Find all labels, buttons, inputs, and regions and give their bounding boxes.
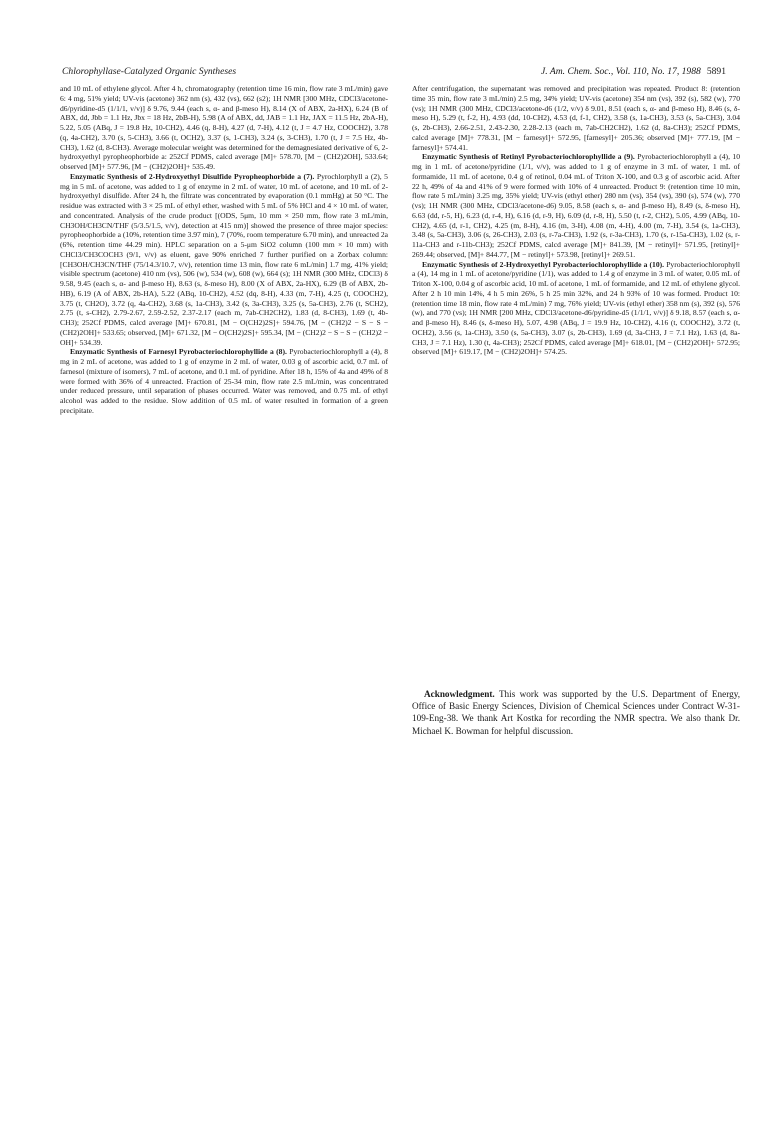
paragraph	[60, 84, 388, 172]
paragraph-text: Pyrobacteriochlorophyll a (4), 10 mg in 1 mL of acetone/pyridine (1/1, v/v), was added to 1 g of enzyme in 3 mL of water, 1 mL of formamide, 11 mL of acetone, 0.4 g of retinol, 0.04 mL of Triton X-100, and 0.3 g of ascorbic acid. After 22 h, 49% of 4a and 41% of 9 were formed with 10% of 4 unreacted. Product 9: (retention time 10 min, flow rate 5 mL/min) 3.25 mg, 35% yield; UV-vis (ethyl ether) 280 nm (vs), 354 (vs), 390 (s), 574 (w), 770 (vs); 1H NMR (300 MHz, CDCl3/acetone-d6) 9.05, 8.58 (each s, α- and β-meso H), 8.49 (s, δ-meso H), 6.63 (dd, r-5, H), 6.23 (d, r-4, H), 6.16 (d, r-9, H), 6.09 (d, r-8, H), 5.50 (t, r-2, CH2), 5.05, 4.99 (ABq, 10-CH2), 4.65 (d, r-1, CH2), 4.25 (m, 8-H), 4.16 (m, 3-H), 4.08 (m, 4-H), 4.00 (m, 7-H), 3.54 (s, 1a-CH3), 3.48 (s, 5a-CH3), 3.06 (s, 26-CH3), 2.03 (s, r-7a-CH3), 1.92 (s, r-3a-CH3), 1.70 (s, r-15a-CH3), 1.02 (s, r-11a-CH3 and r-11b-CH3); 252Cf PDMS, calcd average [M]+ 841.39, [M − retinyl]+ 571.95, [retinyl]+ 269.44; observed, [M]+ 844.77, [M − retinyl]+ 573.98, [retinyl]+ 269.51.	[412, 152, 741, 259]
paragraph-text: Pyrochlorphyll a (2), 5 mg in 5 mL of acetone, was added to 1 g of enzyme in 2 mL of water, 10 mL of acetone, and 10 mL of 2-hydroxyethyl disulfide. After 24 h, the filtrate was concentrated by evaporation (0.1 mmHg) at 50 °C. The residue was extracted with 3 × 25 mL of ethyl ether, washed with 5 mL of 5% HCl and 4 × 10 mL of water, and concentrated. Analysis of the crude product [(ODS, 5μm, 10 mm × 250 mm, flow rate 3 mL/min, CH3OH/CH3CN/THF (5/3.5/1.5, v/v), detection at 415 nm)] showed the presence of three major species: pyropheophorbide a (10%, retention time 3.97 min), 7 (70%, room temperature 6.70 min), and unreacted 2a (6%, retention time 44.29 min). HPLC separation on a 5-μm SiO2 column (100 mm × 10 mm) with CHCl3/CH3COCH3 (9/1, v/v) as eluent, gave 90% enriched 7 further purified on a Zorbax column: [CH3OH/CH3CN/THF (75/14.3/10.7, v/v), retention time 13 min, flow rate 6 mL/min] 1.7 mg, 41% yield; visible spectrum (acetone) 410 nm (vs), 506 (w), 534 (w), 608 (w), 664 (s); 1H NMR (300 MHz, CDCl3) δ 9.58, 9.45 (each s, α- and β-meso H), 8.63 (s, δ-meso H), 8.00 (X of ABX, 2a-HX), 6.29 (B of ABX, 2b-HB), 6.19 (A of ABX, 2b-HA), 5.22 (ABq, 10-CH2), 4.52 (dq, 8-H), 4.33 (m, 7-H), 4.25 (t, COOCH2), 3.75 (t, CH2O), 3.72 (q, 4a-CH2), 3.68 (s, 1a-CH3), 3.42 (s, 3a-CH3), 3.25 (s, 5a-CH3), 2.76 (t, SCH2), 2.75 (t, s-CH2), 2.79-2.67, 2.59-2.52, 2.37-2.17 (each m, 7ab-CH2CH2), 1.83 (d, 8-CH3), 1.69 (t, 4b-CH3); 252Cf PDMS, calcd average [M]+ 670.81, [M − O(CH2)2S]+ 594.76, [M − (CH2)2 − S − S − (CH2)2OH]+ 533.65; observed, [M]+ 671.32, [M − O(CH2)2S]+ 595.34, [M − (CH2)2 − S − S − (CH2)2 − OH]+ 534.39.	[60, 171, 388, 347]
paragraph-text: and 10 mL of ethylene glycol. After 4 h, chromatography (retention time 16 min, flow rate 3 mL/min) gave 6: 4 mg, 51% yield; UV-vis (acetone) 362 nm (s), 432 (vs), 662 (s2); 1H NMR [300 MHz, CDCl3/acetone-d6/pyridine-d5 (1/1/1, v/v)] δ 9.76, 9.44 (each s, α- and β-meso H), 8.14 (X of ABX, 2a-HX), 6.24 (B of ABX, dd, Jbb = 1.1 Hz, Jbx = 18 Hz, 2bB-H), 5.98 (A of ABX, dd, JAB = 1.1 Hz, JAX = 11.5 Hz, 2bA-H), 5.22, 5.05 (ABq, J = 19.8 Hz, 10-CH2), 4.46 (q, 8-H), 4.27 (d, 7-H), 4.12 (t, J = 4.7 Hz, COOCH2), 3.78 (q, 4a-CH2), 3.70 (s, 5-CH3), 3.66 (t, OCH2), 3.37 (s, 1-CH3), 3.24 (s, 3-CH3), 1.70 (t, J = 7.5 Hz, 4b-CH3), 1.62 (d, 8-CH3). Average molecular weight was determined for the demagnesiated derivative of 6, 2-hydroxyethyl pyropheophorbide a: 252Cf PDMS, calcd average [M]+ 578.70, [M − (CH2)2OH], 533.64; observed [M]+ 577.96, [M − (CH2)2OH]+ 535.49.	[60, 84, 388, 171]
page-number: 5891	[706, 66, 726, 77]
section-heading: Enzymatic Synthesis of 2-Hydroxyethyl Pyrobacteriochlorophyllide a (10).	[422, 259, 665, 269]
section-heading: Enzymatic Synthesis of Farnesyl Pyrobacteriochlorophyllide a (8).	[70, 347, 287, 357]
paragraph-text: Pyrobacteriochlorophyll a (4), 8 mg in 2 mL of acetone, was added to 1 g of enzyme in 2 mL of water, 0.03 g of ascorbic acid, 0.7 mL of farnesol (mixture of isomers), 7 mL of acetone, and 0.1 mL of pyridine. After 18 h, 15% of 4a and 49% of 8 were formed with 36% of 4 unreacted. Fraction of 25-34 min, flow rate 2.5 mL/min, was concentrated under reduced pressure, until separation of phases occurred. Water was removed, and 0.75 mL of ethyl alcohol was added to the residue. Slow addition of 0.5 mL of water resulted in formation of a green precipitate.	[60, 347, 388, 415]
paragraph-text: After centrifugation, the supernatant was removed and precipitation was repeated. Product 8: (retention time 35 min, flow rate 3 mL/min) 2.5 mg, 34% yield; UV-vis (acetone) 354 nm (vs), 392 (s), 582 (w), 770 (vs); 1H NMR (300 MHz, CDCl3/acetone-d6 (1/2, v/v) δ 9.01, 8.51 (each s, α- and β-meso H), 8.46 (s, δ-meso H), 5.29 (t, f-2, H), 4.93 (dd, 10-CH2), 4.53 (d, f-1, CH2), 3.58 (s, 1a-CH3), 3.53 (s, 5a-CH3), 3.04 (s, 2b-CH3), 2.66-2.51, 2.43-2.30, 2.28-2.13 (each m, 7ab-CH2CH2), 1.62 (d, 8a-CH3); 252Cf PDMS, calcd average [M]+ 778.31, [M − farnesyl]+ 572.95, [farnesyl]+ 205.36; observed [M]+ 777.19, [M − farnesyl]+ 574.41.	[412, 84, 740, 152]
journal-name: J. Am. Chem. Soc., Vol. 110, No. 17, 1988	[541, 66, 701, 77]
paragraph	[412, 260, 740, 358]
paragraph-text: Pyrobacteriochlorophyll a (4), 14 mg in 1 mL of acetone/pyridine (1/1), was added to 1.4 g of enzyme in 3 mL of water, 0.05 mL of Triton X-100, 0.04 g of ascorbic acid, 10 mL of acetone, 1 mL of formamide, and 12 mL of ethylene glycol. After 2 h 10 min 14%, 4 h 5 min 26%, 5 h 25 min 32%, and 24 h 93% of 10 was formed. Product 10: (retention time 18 min, flow rate 4 mL/min) 7 mg, 76% yield; UV-vis (ethyl ether) 358 nm (s), 392 (s), 576 (w), and 770 (vs); 1H NMR [200 MHz, CDCl3/acetone-d6/pyridine-d5 (1/1/1, v/v)] δ 9.18, 8.57 (each s, α- and β-meso H), 8.46 (s, δ-meso H), 5.07, 4.98 (ABq, J = 19.9 Hz, 10-CH2), 4.16 (t, COOCH2), 3.72 (t, OCH2), 3.56 (s, 1a-CH3), 3.50 (s, 5a-CH3), 3.07 (s, 2b-CH3), 1.69 (d, 3a-CH3, J = 7.1 Hz), 1.63 (d, 8a-CH3, J = 7.1 Hz), 1.30 (t, 4a-CH3); 252Cf PDMS, calcd average [M]+ 618.01, [M − (CH2)2OH]+ 572.95; observed [M]+ 619.17, [M − (CH2)2OH]+ 574.25.	[412, 259, 741, 357]
acknowledgment-text: This work was supported by the U.S. Department of Energy, Office of Basic Energy Sciences, Division of Chemical Sciences under Contract W-31-109-Eng-38. We thank Art Kostka for recording the NMR spectra. We also thank Dr. Michael K. Bowman for helpful discussion.	[412, 689, 740, 736]
left-column	[60, 84, 388, 416]
right-column	[412, 84, 740, 357]
section-heading: Enzymatic Synthesis of 2-Hydroxyethyl Disulfide Pyropheophorbide a (7).	[70, 171, 315, 181]
paragraph	[60, 172, 388, 348]
paragraph	[412, 84, 740, 152]
paragraph	[60, 347, 388, 415]
running-header	[62, 66, 726, 80]
section-heading: Enzymatic Synthesis of Retinyl Pyrobacteriochlorophyllide a (9).	[422, 152, 635, 162]
acknowledgment	[412, 688, 740, 737]
acknowledgment-heading: Acknowledgment.	[424, 689, 495, 699]
running-title: Chlorophyllase-Catalyzed Organic Syntheses	[62, 66, 237, 77]
journal-citation	[541, 66, 726, 77]
paragraph	[412, 152, 740, 259]
